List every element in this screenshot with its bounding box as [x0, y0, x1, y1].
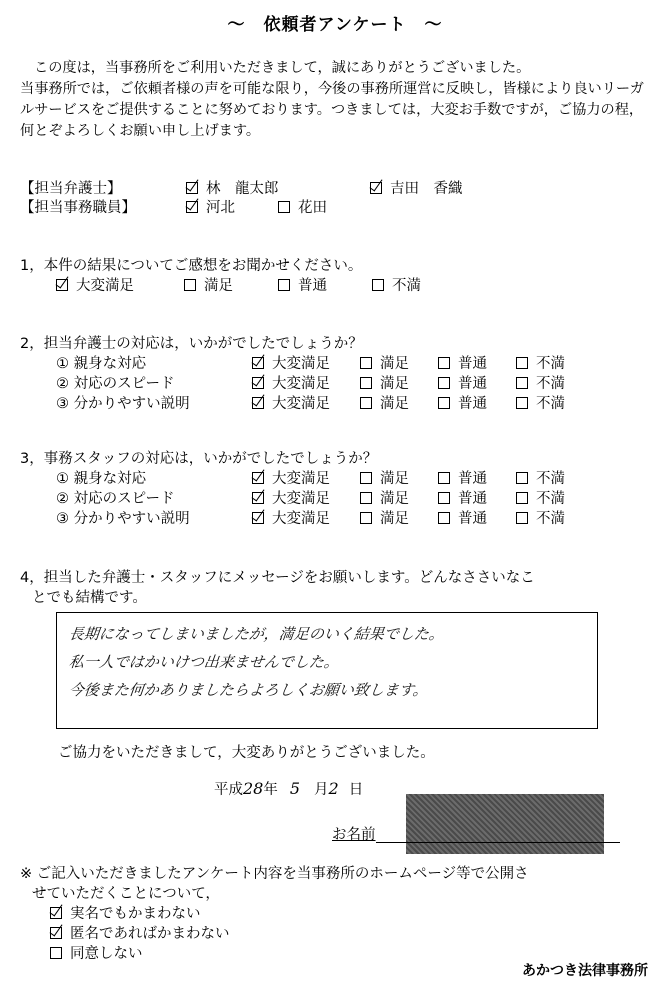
checkbox-checked-icon[interactable]	[50, 907, 62, 919]
checkbox-icon[interactable]	[372, 279, 384, 291]
q3-rating-option[interactable]: 普通	[438, 487, 487, 508]
firm-name: あかつき法律事務所	[522, 963, 648, 979]
question-1: 1，本件の結果についてご感想をお聞かせください。	[20, 258, 363, 274]
checkbox-icon[interactable]	[360, 357, 372, 369]
checkbox-icon[interactable]	[360, 377, 372, 389]
message-line: 長期になってしまいましたが，満足のいく結果でした。	[68, 625, 445, 643]
checkbox-icon[interactable]	[516, 492, 528, 504]
clerk-option-1[interactable]: 河北	[186, 196, 235, 217]
checkbox-icon[interactable]	[438, 357, 450, 369]
name-underline	[376, 842, 620, 843]
checkbox-icon[interactable]	[278, 201, 290, 213]
publish-option-3[interactable]: 同意しない	[50, 942, 143, 963]
publish-text-line-1: ※ ご記入いただきましたアンケート内容を当事務所のホームページ等で公開さ	[20, 866, 529, 882]
q2-rating-option[interactable]: 不満	[516, 372, 565, 393]
q2-row-label: ③ 分かりやすい説明	[56, 396, 190, 412]
q2-rating-option[interactable]: 普通	[438, 372, 487, 393]
q3-rating-option[interactable]: 満足	[360, 467, 409, 488]
q3-rating-option[interactable]: 満足	[360, 487, 409, 508]
checkbox-icon[interactable]	[438, 492, 450, 504]
checkbox-icon[interactable]	[360, 512, 372, 524]
question-2: 2，担当弁護士の対応は，いかがでしたでしょうか？	[20, 336, 363, 352]
publish-option-2[interactable]: 匿名であればかまわない	[50, 922, 230, 943]
q3-rating-option[interactable]: 不満	[516, 487, 565, 508]
q1-option-3[interactable]: 普通	[278, 274, 327, 295]
thanks-text: ご協力をいただきまして，大変ありがとうございました。	[58, 745, 435, 761]
publish-text-line-2: せていただくことについて，	[32, 886, 220, 902]
q2-rating-option[interactable]: 普通	[438, 392, 487, 413]
q3-rating-option[interactable]: 普通	[438, 467, 487, 488]
q1-option-1[interactable]: 大変満足	[56, 274, 134, 295]
q2-row-label: ① 親身な対応	[56, 356, 147, 372]
q3-row-label: ② 対応のスピード	[56, 491, 175, 507]
date-line[interactable]: 平成28年 5 月2 日	[214, 779, 364, 798]
redacted-area	[406, 794, 604, 854]
q2-rating-option[interactable]: 満足	[360, 392, 409, 413]
q1-option-2[interactable]: 満足	[184, 274, 233, 295]
name-label: お名前	[332, 827, 376, 843]
checkbox-checked-icon[interactable]	[370, 182, 382, 194]
intro-line-1: この度は，当事務所をご利用いただきまして，誠にありがとうございました。	[34, 60, 531, 76]
checkbox-icon[interactable]	[360, 472, 372, 484]
q3-row-label: ① 親身な対応	[56, 471, 147, 487]
checkbox-checked-icon[interactable]	[252, 492, 264, 504]
clerk-option-2[interactable]: 花田	[278, 196, 327, 217]
lawyer-option-1[interactable]: 林 龍太郎	[186, 177, 279, 198]
checkbox-icon[interactable]	[360, 492, 372, 504]
intro-text	[20, 58, 652, 142]
question-3: 3，事務スタッフの対応は，いかがでしたでしょうか？	[20, 451, 378, 467]
lawyer-label: 【担当弁護士】	[20, 181, 122, 197]
lawyer-option-2[interactable]: 吉田 香織	[370, 177, 463, 198]
question-4-line-1: 4，担当した弁護士・スタッフにメッセージをお願いします。どんなささいなこ	[20, 570, 535, 586]
q2-rating-option[interactable]: 大変満足	[252, 372, 330, 393]
message-line: 私一人ではかいけつ出来ませんでした。	[68, 653, 340, 671]
checkbox-icon[interactable]	[516, 357, 528, 369]
q2-rating-option[interactable]: 普通	[438, 352, 487, 373]
checkbox-icon[interactable]	[516, 472, 528, 484]
checkbox-icon[interactable]	[360, 397, 372, 409]
checkbox-icon[interactable]	[516, 377, 528, 389]
date-month: 5	[289, 779, 301, 798]
checkbox-icon[interactable]	[278, 279, 290, 291]
checkbox-icon[interactable]	[516, 512, 528, 524]
date-day: 2	[328, 779, 339, 798]
checkbox-checked-icon[interactable]	[186, 182, 198, 194]
q2-rating-option[interactable]: 満足	[360, 372, 409, 393]
checkbox-checked-icon[interactable]	[252, 472, 264, 484]
q3-rating-option[interactable]: 大変満足	[252, 467, 330, 488]
message-box[interactable]	[56, 612, 598, 729]
q3-row-label: ③ 分かりやすい説明	[56, 511, 190, 527]
checkbox-icon[interactable]	[184, 279, 196, 291]
checkbox-checked-icon[interactable]	[252, 377, 264, 389]
q2-rating-option[interactable]: 大変満足	[252, 392, 330, 413]
q2-rating-option[interactable]: 不満	[516, 352, 565, 373]
checkbox-checked-icon[interactable]	[252, 397, 264, 409]
checkbox-icon[interactable]	[50, 947, 62, 959]
q1-option-4[interactable]: 不満	[372, 274, 421, 295]
checkbox-checked-icon[interactable]	[186, 201, 198, 213]
publish-option-1[interactable]: 実名でもかまわない	[50, 902, 201, 923]
checkbox-icon[interactable]	[438, 512, 450, 524]
checkbox-checked-icon[interactable]	[252, 357, 264, 369]
checkbox-checked-icon[interactable]	[50, 927, 62, 939]
q2-row-label: ② 対応のスピード	[56, 376, 175, 392]
checkbox-checked-icon[interactable]	[252, 512, 264, 524]
q2-rating-option[interactable]: 満足	[360, 352, 409, 373]
message-line: 今後また何かありましたらよろしくお願い致します。	[68, 681, 429, 699]
checkbox-checked-icon[interactable]	[56, 279, 68, 291]
checkbox-icon[interactable]	[438, 397, 450, 409]
checkbox-icon[interactable]	[438, 472, 450, 484]
question-4-line-2: とでも結構です。	[32, 590, 147, 606]
q3-rating-option[interactable]: 大変満足	[252, 487, 330, 508]
checkbox-icon[interactable]	[438, 377, 450, 389]
q2-rating-option[interactable]: 不満	[516, 392, 565, 413]
q3-rating-option[interactable]: 普通	[438, 507, 487, 528]
page-title: ～ 依頼者アンケート ～	[227, 15, 443, 35]
intro-line-2: 当事務所では，ご依頼者様の声を可能な限り，今後の事務所運営に反映し，皆様により良いリーガルサービスをご提供することに努めております。つきましては，大変お手数ですが，ご協力の程，何とぞよろしくお願い申し上げます。	[20, 81, 644, 139]
q3-rating-option[interactable]: 満足	[360, 507, 409, 528]
q3-rating-option[interactable]: 大変満足	[252, 507, 330, 528]
date-year: 28	[243, 779, 264, 798]
q2-rating-option[interactable]: 大変満足	[252, 352, 330, 373]
q3-rating-option[interactable]: 不満	[516, 507, 565, 528]
q3-rating-option[interactable]: 不満	[516, 467, 565, 488]
clerk-label: 【担当事務職員】	[20, 200, 136, 216]
checkbox-icon[interactable]	[516, 397, 528, 409]
